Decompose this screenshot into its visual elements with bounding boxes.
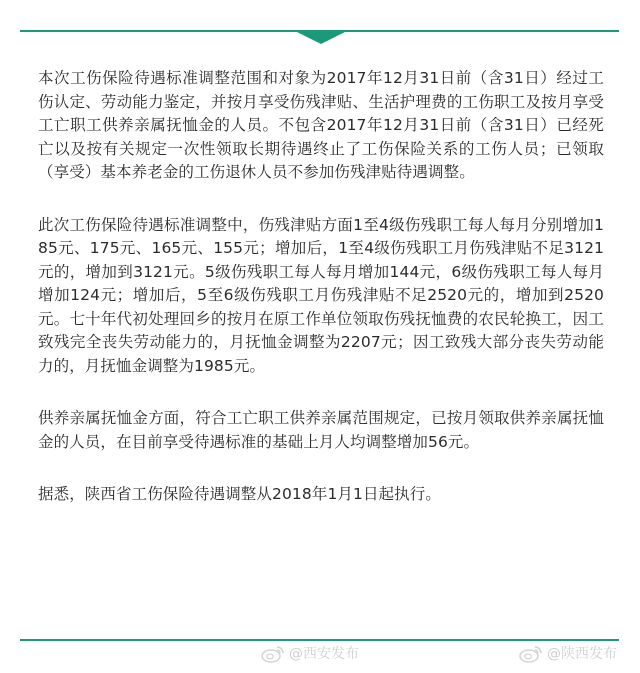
top-divider-arrow [297,32,345,44]
article-paragraph-1: 本次工伤保险待遇标准调整范围和对象为2017年12月31日前（含31日）经过工伤认定、劳动能力鉴定，并按月享受伤残津贴、生活护理费的工伤职工及按月享受工亡职工供养亲属抚恤金的人员。不包含2017年12月31日前（含31日）已经死亡以及按有关规定一次性领取长期待遇终止了工伤保险关系的工伤人员；已领取（享受）基本养老金的工伤退休人员不参加伤残津贴待遇调整。 [38,69,604,181]
article-body [38,67,604,507]
watermark-text: @西安发布 [289,646,359,662]
weibo-icon [519,645,543,663]
watermark-xian [261,644,359,664]
watermark-shaanxi [519,644,617,664]
weibo-icon [261,645,285,663]
article-paragraph-3: 供养亲属抚恤金方面，符合工亡职工供养亲属范围规定，已按月领取供养亲属抚恤金的人员，在目前享受待遇标准的基础上月人均调整增加56元。 [38,409,604,451]
article-paragraph-4: 据悉，陕西省工伤保险待遇调整从2018年1月1日起执行。 [38,485,441,503]
bottom-divider [20,639,619,641]
watermark-text: @陕西发布 [547,646,617,662]
article-paragraph-2: 此次工伤保险待遇标准调整中，伤残津贴方面1至4级伤残职工每人每月分别增加185元、175元、165元、155元；增加后，1至4级伤残职工月伤残津贴不足3121元的，增加到3121元。5级伤残职工每人每月增加144元，6级伤残职工每人每月增加124元；增加后，5至6级伤残职工月伤残津贴不足2520元的，增加到2520元。七十年代初处理回乡的按月在原工作单位领取伤残抚恤费的农民轮换工，因工致残完全丧失劳动能力的，月抚恤金调整为2207元；因工致残大部分丧失劳动能力的，月抚恤金调整为1985元。 [38,215,604,375]
